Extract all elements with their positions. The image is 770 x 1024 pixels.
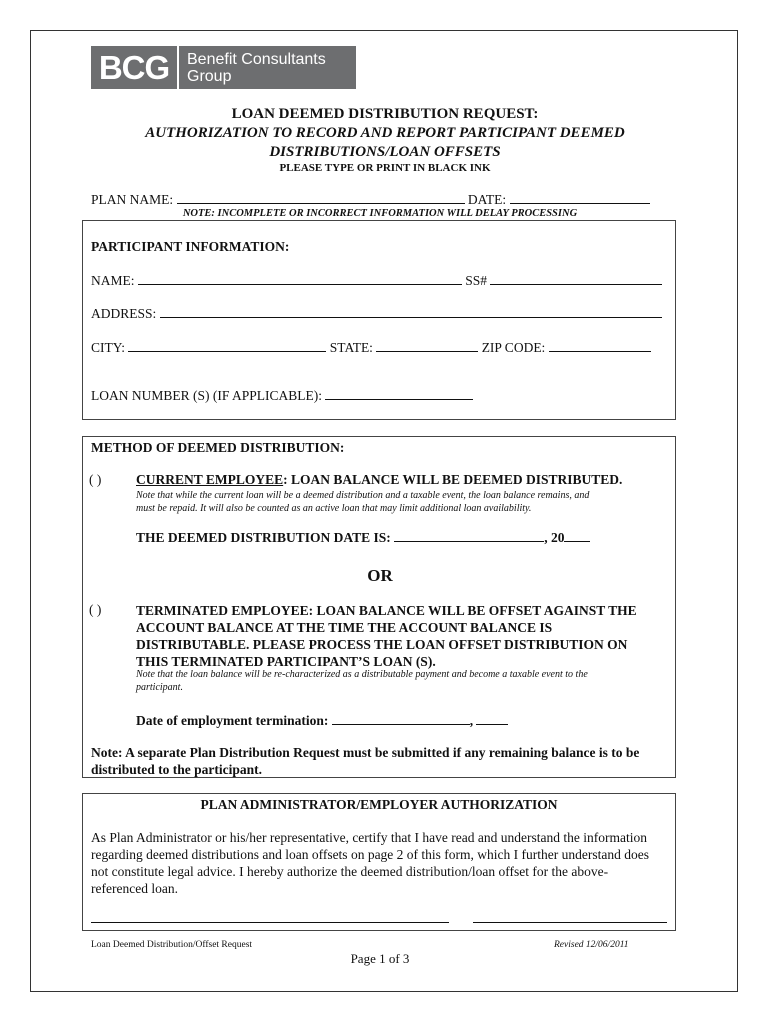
terminated-employee-note <box>136 668 588 694</box>
loan-number-field[interactable] <box>325 387 473 400</box>
current-employee-option <box>136 472 622 488</box>
footer-revised: Revised 12/06/2011 <box>554 940 629 950</box>
separate-note-line2: distributed to the participant. <box>91 762 263 777</box>
signature-field[interactable] <box>91 922 449 923</box>
address-row <box>91 305 662 322</box>
authorization-line1: As Plan Administrator or his/her representative, certify that I have read and understand the information <box>91 830 647 845</box>
method-heading: METHOD OF DEEMED DISTRIBUTION: <box>91 440 345 455</box>
city-state-zip-row <box>91 339 651 356</box>
terminated-line3: DISTRIBUTABLE. PLEASE PROCESS THE LOAN OFFSET DISTRIBUTION ON <box>136 637 628 652</box>
authorization-line4: referenced loan. <box>91 881 178 896</box>
terminated-employee-option <box>136 602 637 670</box>
or-divider: OR <box>367 566 393 585</box>
date-label: DATE: <box>467 192 507 207</box>
city-field[interactable] <box>128 339 326 352</box>
terminated-note-line1: Note that the loan balance will be re-characterized as a distributable payment and become a taxable event to the <box>136 669 588 680</box>
plan-name-label: PLAN NAME: <box>91 192 174 207</box>
name-field[interactable] <box>138 272 462 285</box>
ss-label: SS# <box>465 273 488 288</box>
current-note-line1: Note that while the current loan will be a deemed distribution and a taxable event, the loan balance remains, and <box>136 490 590 501</box>
participant-heading: PARTICIPANT INFORMATION: <box>91 239 290 254</box>
terminated-employee-checkbox[interactable]: ( ) <box>89 602 102 617</box>
form-subtitle-line1: AUTHORIZATION TO RECORD AND REPORT PARTICIPANT DEEMED <box>145 125 625 141</box>
state-field[interactable] <box>376 339 478 352</box>
current-note-line2: must be repaid. It will also be counted as an active loan that may limit additional loan availability. <box>136 503 532 514</box>
logo-name-line1: Benefit Consultants <box>187 50 326 68</box>
address-field[interactable] <box>160 305 662 318</box>
authorization-heading: PLAN ADMINISTRATOR/EMPLOYER AUTHORIZATION <box>200 797 558 812</box>
authorization-text <box>91 829 649 897</box>
deemed-date-row <box>136 529 590 546</box>
termination-year-field[interactable] <box>476 712 508 725</box>
logo-abbr: BCG <box>91 46 179 89</box>
authorization-line3: not constitute legal advice. I hereby authorize the deemed distribution/loan offset for the above- <box>91 864 609 879</box>
bcg-logo <box>91 46 356 89</box>
page-number: Page 1 of 3 <box>350 951 410 966</box>
current-employee-label: CURRENT EMPLOYEE <box>136 472 284 487</box>
termination-date-field[interactable] <box>332 712 470 725</box>
terminated-line1: TERMINATED EMPLOYEE: LOAN BALANCE WILL BE OFFSET AGAINST THE <box>136 603 637 618</box>
termination-date-row <box>136 712 508 729</box>
date-field[interactable] <box>510 191 650 204</box>
separate-note-line1: Note: A separate Plan Distribution Request must be submitted if any remaining balance is to be <box>91 745 640 760</box>
form-title: LOAN DEEMED DISTRIBUTION REQUEST: <box>231 106 539 122</box>
plan-name-row <box>91 191 650 208</box>
loan-number-label: LOAN NUMBER (S) (IF APPLICABLE): <box>91 388 323 403</box>
city-label: CITY: <box>91 340 126 355</box>
zip-label: ZIP CODE: <box>481 340 546 355</box>
form-subtitle-line2: DISTRIBUTIONS/LOAN OFFSETS <box>269 144 501 160</box>
signature-date-field[interactable] <box>473 922 667 923</box>
zip-field[interactable] <box>549 339 651 352</box>
incomplete-info-note: NOTE: INCOMPLETE OR INCORRECT INFORMATION WILL DELAY PROCESSING <box>182 208 578 219</box>
logo-name-line2: Group <box>187 67 232 85</box>
state-label: STATE: <box>329 340 373 355</box>
deemed-date-field[interactable] <box>394 529 544 542</box>
name-row <box>91 272 662 289</box>
loan-number-row <box>91 387 473 404</box>
ss-field[interactable] <box>490 272 662 285</box>
current-employee-note <box>136 489 589 515</box>
termination-date-label: Date of employment termination: <box>136 713 329 728</box>
terminated-line4: THIS TERMINATED PARTICIPANT’S LOAN (S). <box>136 654 436 669</box>
terminated-line2: ACCOUNT BALANCE AT THE TIME THE ACCOUNT BALANCE IS <box>136 620 553 635</box>
current-employee-checkbox[interactable]: ( ) <box>89 472 102 487</box>
deemed-date-label: THE DEEMED DISTRIBUTION DATE IS: <box>136 530 391 545</box>
ink-instruction: PLEASE TYPE OR PRINT IN BLACK INK <box>279 162 491 174</box>
separate-request-note <box>91 744 639 778</box>
logo-name <box>179 46 356 89</box>
current-employee-text: : LOAN BALANCE WILL BE DEEMED DISTRIBUTED. <box>283 472 623 487</box>
terminated-note-line2: participant. <box>136 682 183 693</box>
plan-name-field[interactable] <box>177 191 465 204</box>
name-label: NAME: <box>91 273 135 288</box>
termination-comma: , <box>469 713 474 728</box>
authorization-line2: regarding deemed distributions and loan offsets on page 2 of this form, which I further understand does <box>91 847 649 862</box>
footer-form-name: Loan Deemed Distribution/Offset Request <box>91 940 253 950</box>
year-prefix: , 20 <box>544 530 565 545</box>
deemed-year-field[interactable] <box>564 529 590 542</box>
address-label: ADDRESS: <box>91 306 157 321</box>
